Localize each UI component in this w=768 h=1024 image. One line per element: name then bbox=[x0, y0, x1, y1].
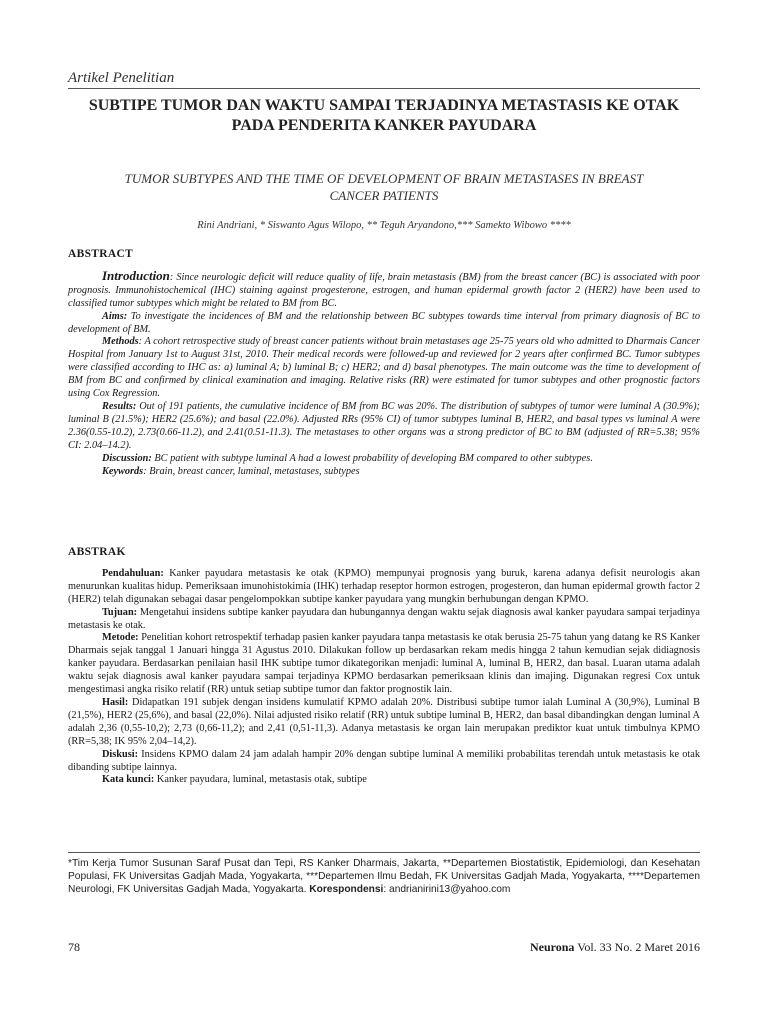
abstrak-heading: ABSTRAK bbox=[68, 546, 126, 558]
abstract-methods bbox=[68, 336, 700, 401]
discussion-text: BC patient with subtype luminal A had a lowest probability of developing BM compared to other subtypes. bbox=[151, 452, 593, 464]
pendahuluan-text: Kanker payudara metastasis ke otak (KPMO) mempunyai prognosis yang buruk, karena adanya defisit neurologis akan menurunkan kualitas hidup. Pemeriksaan imunohistokimia (IHK) terhadap reseptor hormon estrogen, progesteron, dan human epidermal growth factor 2 (HER2) telah digunakan sebagai dasar pengelompokkan subtipe kanker payudara yang mungkin berhubungan dengan KPMO. bbox=[68, 567, 700, 605]
metode-text: Penelitian kohort retrospektif terhadap pasien kanker payudara tanpa metastasis ke otak berusia 25-75 tahun yang datang ke RS Kanker Dharmais sejak tanggal 1 Januari hingga 31 Agustus 2010. Dilakukan follow up berdasarkan rekam medis hingga 2 tahun kemudian sejak didiagnosis kanker payudara. Berdasarkan penilaian hasil IHK subtipe tumor dikategorikan menjadi: luminal A, luminal B, HER2, dan basal. Luaran utama adalah waktu sejak diagnosis awal kanker payudara sampai terjadinya KPMO berdasarkan pemeriksaan klinis dan imajing. Digunakan regresi Cox untuk mengestimasi angka risiko relatif (RR) untuk setiap subtipe tumor dan faktor prognostik lain. bbox=[68, 632, 700, 696]
affiliation-text: *Tim Kerja Tumor Susunan Saraf Pusat dan Tepi, RS Kanker Dharmais, Jakarta, **Departemen Biostatistik, Epidemiologi, dan Kesehatan Populasi, FK Universitas Gadjah Mada, Yogyakarta, ***Departemen Ilmu Bedah, FK Universitas Gadjah Mada, Yogyakarta, ****Departemen Neurologi, FK Universitas Gadjah Mada, Yogyakarta. bbox=[68, 858, 700, 895]
methods-label: Methods bbox=[102, 336, 139, 348]
correspondence-email: : andrianirini13@yahoo.com bbox=[383, 884, 511, 895]
methods-text: : A cohort retrospective study of breast cancer patients without brain metastases age 25-75 years old who admitted to Dharmais Cancer Hospital from January 1st to August 31st, 2010. Their medical records were followed-up and reviewed for 2 years after confirmed BC. Tumor subtypes were classified according to IHC as: a) luminal A; b) luminal B; c) HER2; and d) basal phenotypes. The main outcome was the time to development of BM from BC and confirmed by clinical examination and imaging. Relative risks (RR) were estimated for tumor subtypes and other prognostic factors using Cox Regression. bbox=[68, 336, 700, 400]
abstract-english bbox=[68, 248, 700, 478]
introduction-text: : Since neurologic deficit will reduce quality of life, brain metastasis (BM) from the breast cancer (BC) is associated with poor prognosis. Immunohistochemical (IHC) staining against progesterone, estrogen, and human epidermal growth factor 2 (HER2) have been used to classified tumor subtypes which might be related to BM from BC. bbox=[68, 271, 700, 309]
section-rule bbox=[68, 88, 700, 89]
abstrak-metode bbox=[68, 632, 700, 697]
journal-citation bbox=[530, 940, 700, 955]
page-number: 78 bbox=[68, 940, 80, 954]
abstrak-kata-kunci bbox=[68, 774, 700, 787]
journal-name: Neurona bbox=[529, 940, 575, 954]
abstrak-diskusi bbox=[68, 749, 700, 775]
journal-issue: Vol. 33 No. 2 Maret 2016 bbox=[574, 940, 700, 954]
affiliation-footnote bbox=[68, 857, 700, 896]
results-text: Out of 191 patients, the cumulative incidence of BM from BC was 20%. The distribution of subtypes of tumor were luminal A (30.9%); luminal B (21.5%); HER2 (25.6%); and basal (22.0%). Adjusted RRs (95% CI) of tumor subtypes luminal B, HER2, and basal types vs luminal A were 2.36(0.55-10.2), 2.73(0.66-11.2), and 2.41(0.51-11.3). The metastases to other organs was a strong predictor of BC to BM (adjusted of RR=5.38; 95% CI: 2.04–14.2). bbox=[68, 400, 700, 451]
pendahuluan-label: Pendahuluan: bbox=[102, 567, 164, 579]
footnote-rule bbox=[68, 852, 700, 853]
hasil-text: Didapatkan 191 subjek dengan insidens kumulatif KPMO adalah 20%. Distribusi subtipe tumor ialah Luminal A (30,9%), Luminal B (21,5%), HER2 (25,6%), and basal (22,0%). Nilai adjusted risiko relatif (RR) untuk subtipe luminal B, HER2, dan basal dibandingkan dengan luminal A adalah 2,36 (0,55-10,2); 2,73 (0,66-11,2); and 2,41 (0,51-11,3). Adanya metastasis ke organ lain merupakan prediktor kuat untuk timbulnya KPMO (RR=5,38; IK 95% 2,04–14,2). bbox=[68, 696, 700, 747]
correspondence-label: Korespondensi bbox=[309, 884, 384, 895]
abstract-introduction bbox=[68, 267, 700, 311]
tujuan-label: Tujuan: bbox=[102, 606, 138, 618]
abstrak-pendahuluan bbox=[68, 568, 700, 607]
introduction-label: Introduction bbox=[102, 267, 170, 283]
keywords-label: Keywords bbox=[102, 465, 144, 477]
section-label: Artikel Penelitian bbox=[68, 70, 175, 86]
kata-kunci-text: Kanker payudara, luminal, metastasis otak, subtipe bbox=[154, 774, 367, 786]
hasil-label: Hasil: bbox=[102, 696, 129, 708]
abstrak-tujuan bbox=[68, 607, 700, 633]
author-list: Rini Andriani, * Siswanto Agus Wilopo, ** Teguh Aryandono,*** Samekto Wibowo **** bbox=[197, 220, 571, 231]
abstract-indonesian bbox=[68, 546, 700, 787]
aims-label: Aims: bbox=[102, 310, 128, 322]
abstract-results bbox=[68, 401, 700, 453]
discussion-label: Discussion: bbox=[102, 452, 152, 464]
title-indonesian: SUBTIPE TUMOR DAN WAKTU SAMPAI TERJADINYA METASTASIS KE OTAK PADA PENDERITA KANKER PAYUDARA bbox=[88, 97, 680, 134]
diskusi-text: Insidens KPMO dalam 24 jam adalah hampir 20% dengan subtipe luminal A memiliki probabilitas terendah untuk metastasis ke otak dibanding subtipe lainnya. bbox=[68, 748, 700, 773]
tujuan-text: Mengetahui insidens subtipe kanker payudara dan hubungannya dengan waktu sejak diagnosis awal kanker payudara sampai terjadinya metastasis ke otak. bbox=[68, 606, 700, 631]
abstrak-hasil bbox=[68, 697, 700, 749]
aims-text: To investigate the incidences of BM and the relationship between BC subtypes towards time interval from primary diagnosis of BC to development of BM. bbox=[68, 310, 700, 335]
keywords-text: : Brain, breast cancer, luminal, metastases, subtypes bbox=[143, 465, 360, 477]
results-label: Results: bbox=[102, 400, 137, 412]
diskusi-label: Diskusi: bbox=[102, 748, 139, 760]
metode-label: Metode: bbox=[102, 632, 139, 644]
abstract-keywords bbox=[68, 466, 700, 479]
kata-kunci-label: Kata kunci: bbox=[102, 774, 155, 786]
title-english: TUMOR SUBTYPES AND THE TIME OF DEVELOPMENT OF BRAIN METASTASES IN BREAST CANCER PATIENTS bbox=[124, 171, 644, 203]
abstract-aims bbox=[68, 311, 700, 337]
abstract-heading: ABSTRACT bbox=[68, 248, 134, 260]
abstract-discussion bbox=[68, 453, 700, 466]
